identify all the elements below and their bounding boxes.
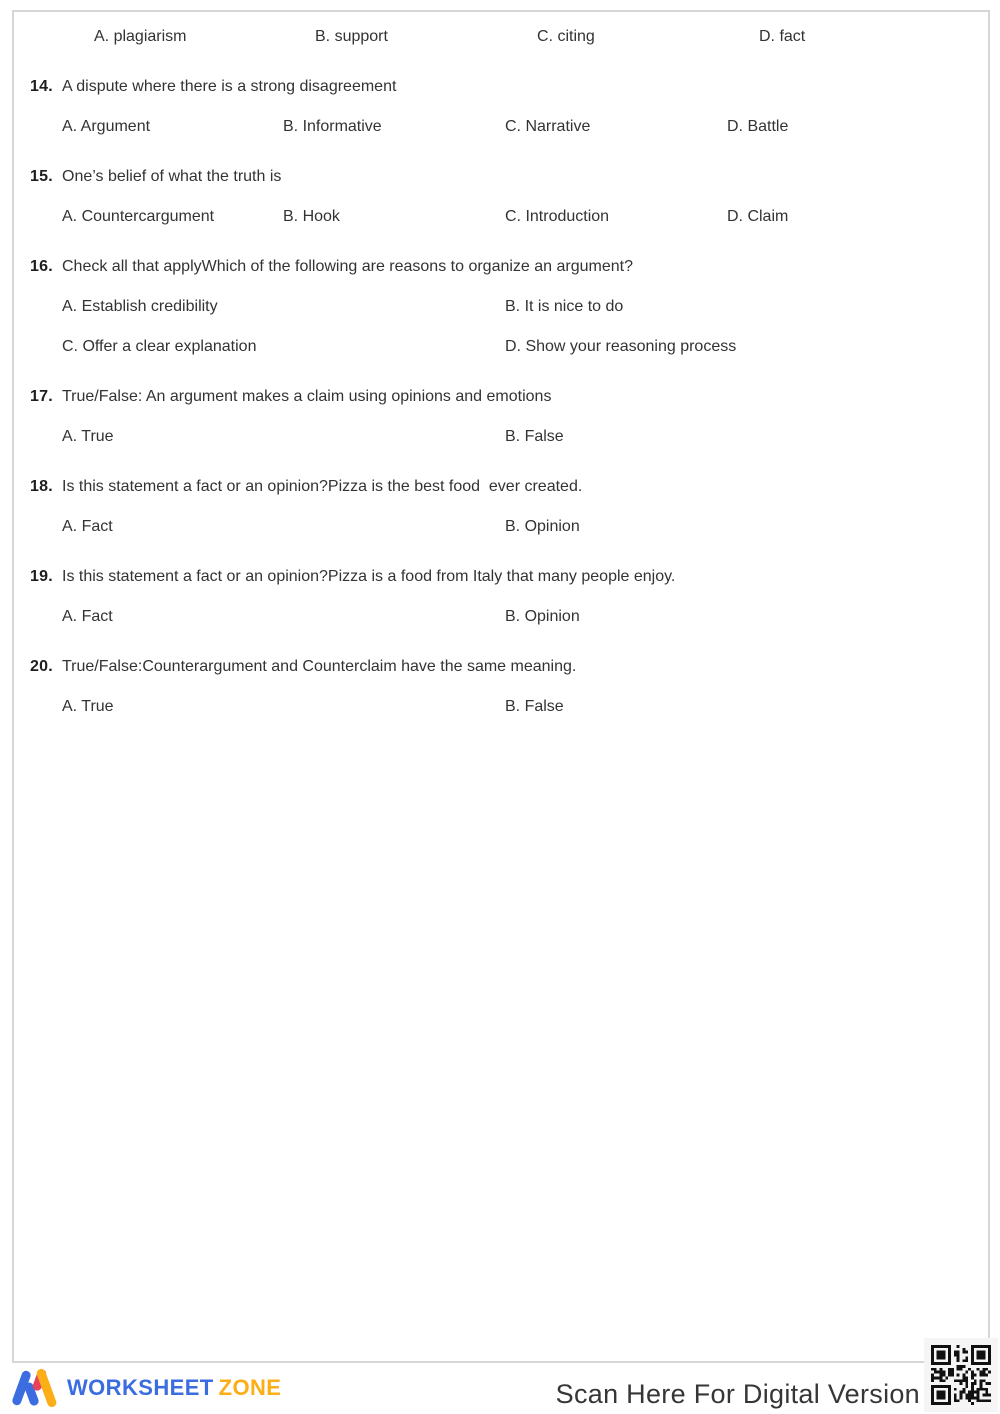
option-label: A. Fact <box>62 608 113 625</box>
option-label: B. Opinion <box>505 608 580 625</box>
option-label: D. Claim <box>727 208 789 225</box>
question-number: 15. <box>30 168 53 185</box>
options-grid <box>62 207 968 227</box>
option-label: B. Opinion <box>505 518 580 535</box>
question-row <box>30 477 968 497</box>
option-label: A. plagiarism <box>94 28 187 45</box>
option-label: A. True <box>62 698 114 715</box>
option-label: C. Narrative <box>505 118 591 135</box>
question-number: 17. <box>30 388 53 405</box>
question-row <box>30 567 968 587</box>
option-label: A. True <box>62 428 114 445</box>
question-text: True/False:Counterargument and Counterclaim have the same meaning. <box>62 658 577 675</box>
question-block <box>30 387 968 447</box>
option-label: A. Establish credibility <box>62 298 218 315</box>
scan-here-label: Scan Here For Digital Version <box>555 1379 920 1409</box>
question-block <box>30 77 968 137</box>
question-row <box>30 657 968 677</box>
question-block <box>30 167 968 227</box>
question-text: A dispute where there is a strong disagreement <box>62 78 397 95</box>
question-text: Is this statement a fact or an opinion?Pizza is the best food ever created. <box>62 478 583 495</box>
option-label: C. Offer a clear explanation <box>62 338 257 355</box>
question-number: 14. <box>30 78 53 95</box>
options-grid <box>62 517 968 537</box>
option-label: A. Countercargument <box>62 208 215 225</box>
question-row <box>30 77 968 97</box>
option-label: B. Hook <box>283 208 340 225</box>
question-number: 19. <box>30 568 53 585</box>
worksheet-page <box>12 10 990 1363</box>
options-grid <box>62 297 968 357</box>
brand-word-worksheet: WORKSHEET <box>67 1375 214 1400</box>
option-label: C. citing <box>537 28 595 45</box>
qr-code-box <box>924 1338 998 1412</box>
options-grid <box>62 117 968 137</box>
options-grid <box>62 607 968 627</box>
worksheetzone-logo <box>14 1365 281 1411</box>
question-row <box>30 387 968 407</box>
options-grid <box>62 697 968 717</box>
question-row <box>30 167 968 187</box>
option-label: D. Battle <box>727 118 789 135</box>
option-label: C. Introduction <box>505 208 610 225</box>
carryover-options <box>62 27 968 47</box>
question-number: 20. <box>30 658 53 675</box>
option-label: D. Show your reasoning process <box>505 338 737 355</box>
brand-word-zone: ZONE <box>218 1375 282 1400</box>
question-number: 16. <box>30 258 53 275</box>
question-block <box>30 477 968 537</box>
option-label: B. Informative <box>283 118 382 135</box>
option-label: B. It is nice to do <box>505 298 624 315</box>
page-footer <box>0 1363 1000 1414</box>
qr-code-icon <box>931 1345 991 1405</box>
question-block <box>30 657 968 717</box>
question-row <box>30 257 968 277</box>
question-text: Check all that applyWhich of the following are reasons to organize an argument? <box>62 258 633 275</box>
question-block <box>30 257 968 357</box>
option-label: B. False <box>505 428 564 445</box>
option-label: B. support <box>315 28 388 45</box>
options-grid <box>62 427 968 447</box>
options-grid <box>94 27 968 47</box>
option-label: A. Argument <box>62 118 151 135</box>
question-number: 18. <box>30 478 53 495</box>
question-text: True/False: An argument makes a claim using opinions and emotions <box>62 388 552 405</box>
option-label: D. fact <box>759 28 806 45</box>
questions <box>30 77 968 717</box>
question-text: Is this statement a fact or an opinion?Pizza is a food from Italy that many people enjoy. <box>62 568 676 585</box>
worksheetzone-w-icon <box>14 1366 58 1410</box>
option-label: B. False <box>505 698 564 715</box>
option-label: A. Fact <box>62 518 113 535</box>
question-block <box>30 567 968 627</box>
brand-name <box>67 1375 281 1401</box>
question-text: One’s belief of what the truth is <box>62 168 282 185</box>
